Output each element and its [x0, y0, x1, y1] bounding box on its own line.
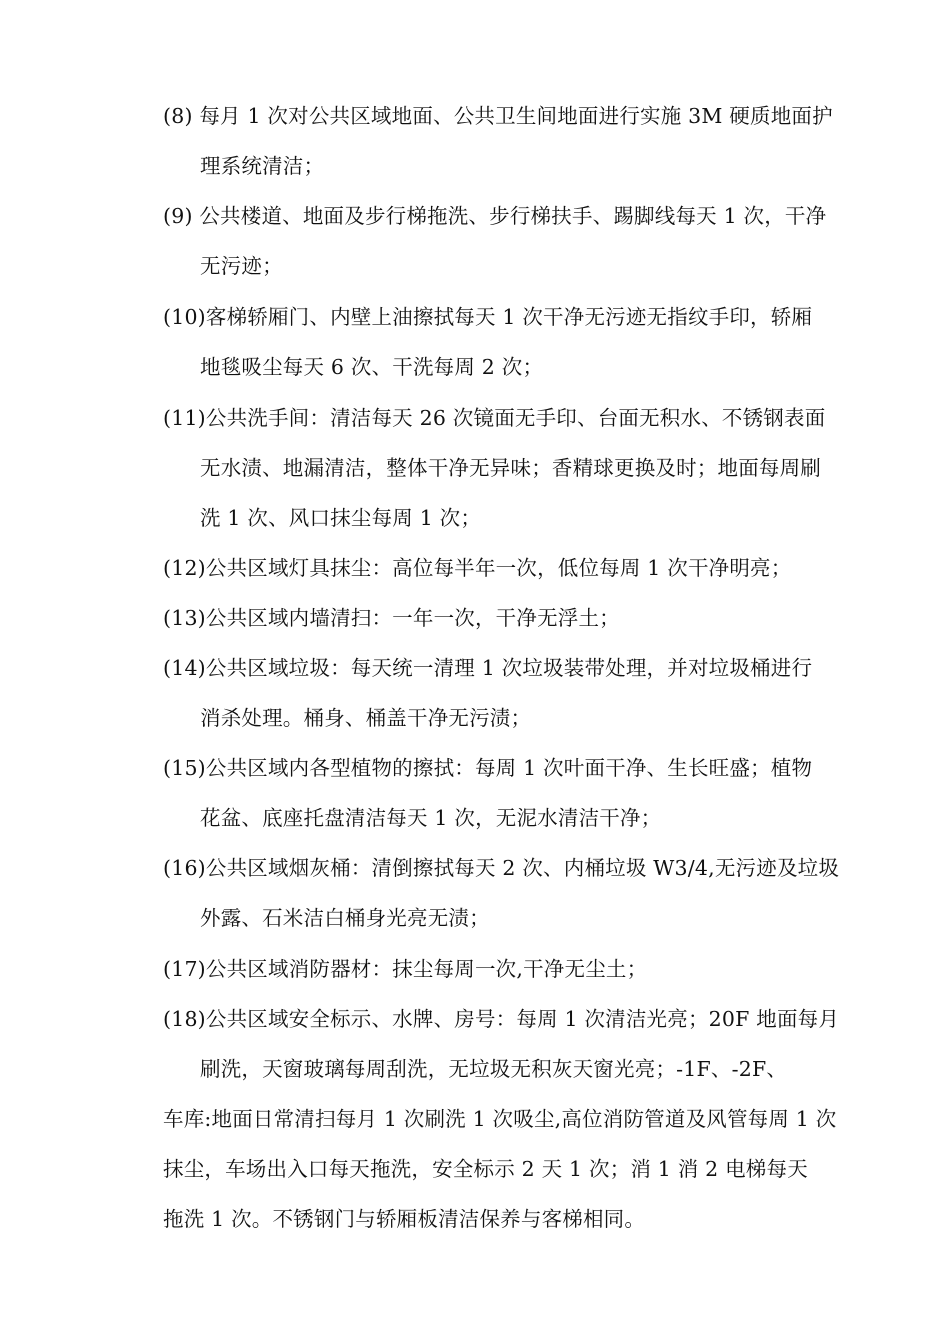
item-11-line-1: (11)公共洗手间：清洁每天 26 次镜面无手印、台面无积水、不锈钢表面	[163, 406, 826, 430]
item-9-line-2: 无污迹；	[200, 254, 283, 278]
item-14-line-1: (14)公共区域垃圾：每天统一清理 1 次垃圾装带处理，并对垃圾桶进行	[163, 656, 813, 680]
item-15-line-2: 花盆、底座托盘清洁每天 1 次，无泥水清洁干净；	[200, 806, 662, 830]
item-18-line-5: 拖洗 1 次。不锈钢门与轿厢板清洁保养与客梯相同。	[163, 1207, 646, 1231]
item-18-line-3: 车库:地面日常清扫每月 1 次刷洗 1 次吸尘,高位消防管道及风管每周 1 次	[163, 1107, 837, 1131]
item-14-line-2: 消杀处理。桶身、桶盖干净无污渍；	[200, 706, 532, 730]
item-9-line-1: (9) 公共楼道、地面及步行梯拖洗、步行梯扶手、踢脚线每天 1 次，干净	[163, 204, 827, 228]
item-18-line-1: (18)公共区域安全标示、水牌、房号：每周 1 次清洁光亮；20F 地面每月	[163, 1007, 840, 1031]
item-16-line-2: 外露、石米洁白桶身光亮无渍；	[200, 906, 490, 930]
item-10-line-2: 地毯吸尘每天 6 次、干洗每周 2 次；	[200, 355, 544, 379]
item-12-line-1: (12)公共区域灯具抹尘：高位每半年一次，低位每周 1 次干净明亮；	[163, 556, 792, 580]
item-11-line-3: 洗 1 次、风口抹尘每周 1 次；	[200, 506, 482, 530]
item-15-line-1: (15)公共区域内各型植物的擦拭：每周 1 次叶面干净、生长旺盛；植物	[163, 756, 813, 780]
item-18-line-2: 刷洗，天窗玻璃每周刮洗，无垃圾无积灰天窗光亮；-1F、-2F、	[200, 1057, 788, 1081]
item-16-line-1: (16)公共区域烟灰桶：清倒擦拭每天 2 次、内桶垃圾 W3/4,无污迹及垃圾	[163, 856, 840, 880]
item-13-line-1: (13)公共区域内墙清扫：一年一次，干净无浮土；	[163, 606, 620, 630]
item-18-line-4: 抹尘，车场出入口每天拖洗，安全标示 2 天 1 次；消 1 消 2 电梯每天	[163, 1157, 808, 1181]
item-17-line-1: (17)公共区域消防器材：抹尘每周一次,干净无尘土；	[163, 957, 648, 981]
item-10-line-1: (10)客梯轿厢门、内壁上油擦拭每天 1 次干净无污迹无指纹手印，轿厢	[163, 305, 813, 329]
item-8-line-2: 理系统清洁；	[200, 154, 325, 178]
item-11-line-2: 无水渍、地漏清洁，整体干净无异味；香精球更换及时；地面每周刷	[200, 456, 821, 480]
item-8-line-1: (8) 每月 1 次对公共区域地面、公共卫生间地面进行实施 3M 硬质地面护	[163, 104, 833, 128]
